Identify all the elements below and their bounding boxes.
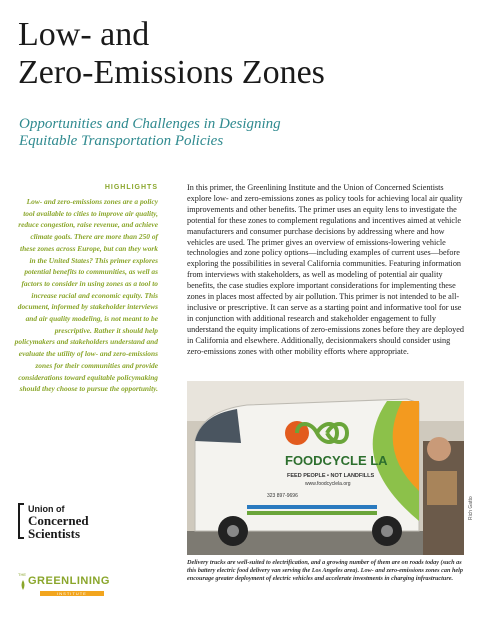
van-phone-text: 323 897-9696 <box>267 493 298 499</box>
greenlining-logo <box>18 570 128 600</box>
van-tagline-text: FEED PEOPLE • NOT LANDFILLS <box>287 473 375 479</box>
highlights-body: Low- and zero-emissions zones are a policy tool available to cities to improve air quality, reduce congestion, raise revenue, and achieve climate goals. There are more than 250 of these zones across Europe, but can they work in the United States? This primer explores potential benefits to communities, as well as factors to consider in using zones as a tool to increase racial and economic equity. This document, informed by stakeholder interviews and air quality modeling, is not meant to be prescriptive. Rather it should help policymakers and stakeholders understand and evaluate the utility of low- and zero-emissions zones for their communities and provide considerations toward equitable policymaking should they choose to pursue the opportunity. <box>14 197 158 394</box>
document-title <box>18 16 468 92</box>
ucs-logo-line-2: Concerned <box>28 513 89 528</box>
intro-paragraph: In this primer, the Greenlining Institute and the Union of Concerned Scientists explore low- and zero-emissions zones as policy tools for achieving local air quality improvements and other benefits. The primer uses an equity lens to investigate the potential for these zones to complement regulations and incentives aimed at vehicle manufacturers and consumer purchase decisions by addressing where and how vehicles are used. The primer gives an overview of emissions-lowering vehicle technologies and zone policy options—including examples of current uses—before exploring the possibilities in several California communities. Featuring information from interviews with stakeholders, as well as modeling of potential air quality benefits, the case studies explore important considerations for implementing these zones in places most affected by air pollution. This primer is not intended to be all-inclusive or prescriptive. It can serve as a starting point and informative tool for use in conjunction with additional research and stakeholder engagement to fully understand the equity implications of zero-emissions zones before they are deployed in California and elsewhere. Additionally, decisionmakers should consider using zero-emissions zones with other mobility efforts where appropriate. <box>187 183 464 356</box>
ucs-logo-line-3: Scientists <box>28 526 80 541</box>
person-bag <box>427 471 457 505</box>
photo-caption: Delivery trucks are well-suited to electrification, and a growing number of them are on roads today (such as this battery electric food delivery van serving the Los Angeles area). Low- and zero-emissions zones can help encourage greater deployment of electric vehicles and accelerate investments in charging infrastructure. <box>187 559 463 583</box>
document-subtitle <box>19 116 319 150</box>
greenlining-institute: INSTITUTE <box>57 591 87 596</box>
van-brand-text: FOODCYCLE LA <box>285 453 388 468</box>
van-green-stripe <box>247 511 377 515</box>
greenlining-the: THE <box>18 572 26 577</box>
greenlining-name: GREENLINING <box>28 575 110 587</box>
photo-credit: Rich Gatto <box>468 496 474 520</box>
person-head <box>427 437 451 461</box>
highlights-heading: HIGHLIGHTS <box>104 184 158 191</box>
title-line-1: Low- and <box>18 16 150 53</box>
subtitle-line-2: Equitable Transportation Policies <box>19 133 224 149</box>
delivery-van-photo <box>187 381 464 555</box>
ucs-logo-line-1: Union of <box>28 504 65 514</box>
subtitle-line-1: Opportunities and Challenges in Designing <box>19 116 281 132</box>
van-illustration <box>187 381 464 555</box>
van-url-text: www.foodcyclela.org <box>305 481 351 487</box>
ucs-logo <box>18 503 138 543</box>
ucs-bracket-icon <box>18 503 24 539</box>
leaf-icon <box>20 580 26 590</box>
title-line-2: Zero-Emissions Zones <box>18 54 325 91</box>
van-blue-stripe <box>247 505 377 509</box>
